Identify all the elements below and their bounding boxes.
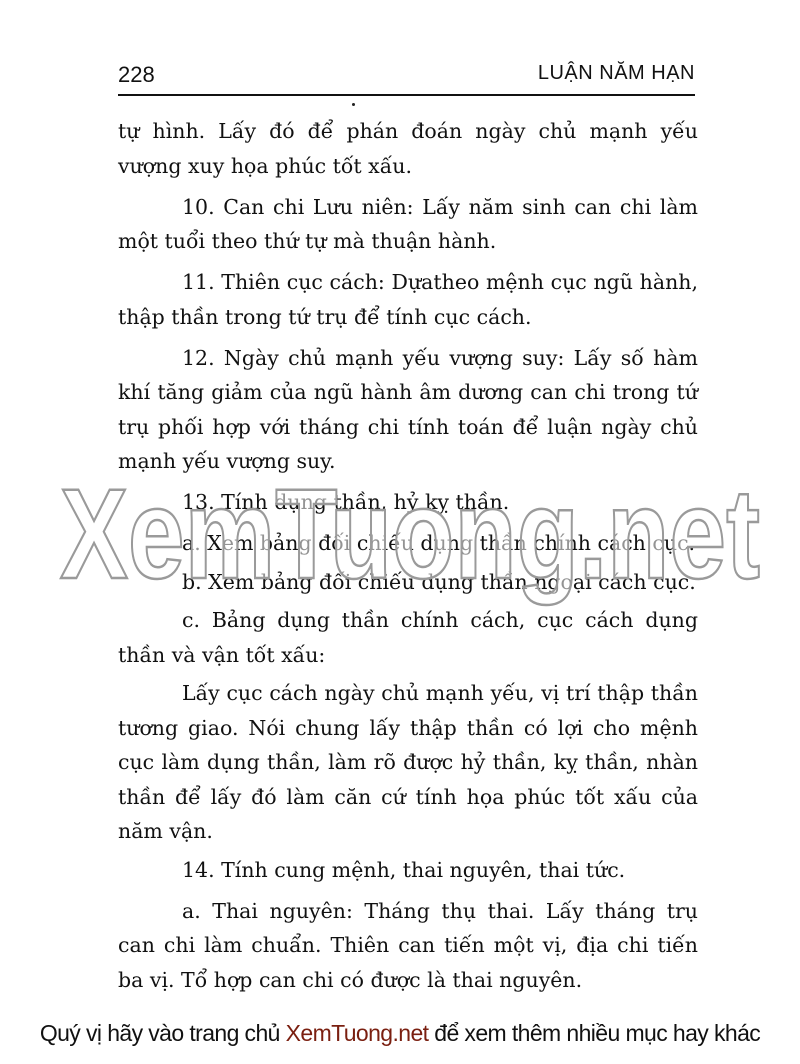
page-body bbox=[118, 114, 698, 1004]
item-13b: b. Xem bảng đối chiếu dụng thần ngoại cách cục. bbox=[182, 569, 696, 594]
footer-banner bbox=[0, 1020, 800, 1047]
running-title: LUẬN NĂM HẠN bbox=[537, 62, 695, 84]
printing-speck bbox=[352, 103, 355, 106]
footer-prefix: Quý vị hãy vào trang chủ bbox=[39, 1020, 286, 1046]
item-13c-detail: Lấy cục cách ngày chủ mạnh yếu, vị trí thập thần tương giao. Nói chung lấy thập thần có lợi cho mệnh cục làm dụng thần, làm rõ được hỷ thần, kỵ thần, nhàn thần để lấy đó làm căn cứ tính họa phúc tốt xấu của năm vận. bbox=[118, 681, 698, 843]
item-10-luu-nien: 10. Can chi Lưu niên: Lấy năm sinh can chi làm một tuổi theo thứ tự mà thuận hành. bbox=[118, 194, 698, 253]
item-13-dung-than: 13. Tính dụng thần, hỷ kỵ thần. bbox=[182, 490, 510, 514]
item-13c: c. Bảng dụng thần chính cách, cục cách dụng thần và vận tốt xấu: bbox=[118, 608, 698, 667]
item-14a-thai-nguyen: a. Thai nguyên: Tháng thụ thai. Lấy tháng trụ can chi làm chuẩn. Thiên can tiến một vị, địa chi tiến ba vị. Tổ hợp can chi có được là thai nguyên. bbox=[118, 898, 698, 992]
page-number: 228 bbox=[118, 62, 155, 87]
item-12-ngay-chu: 12. Ngày chủ mạnh yếu vượng suy: Lấy số hàm khí tăng giảm của ngũ hành âm dương can chi trong tứ trụ phối hợp với tháng chi tính toán để luận ngày chủ mạnh yếu vượng suy. bbox=[118, 345, 698, 473]
watermark-text: XemTuong.net bbox=[60, 463, 760, 606]
item-14-cung-menh: 14. Tính cung mệnh, thai nguyên, thai tức. bbox=[182, 857, 626, 882]
item-11-thien-cuc-cach: 11. Thiên cục cách: Dựatheo mệnh cục ngũ hành, thập thần trong tứ trụ để tính cục cách. bbox=[118, 270, 698, 329]
footer-site-link[interactable]: XemTuong.net bbox=[285, 1020, 429, 1046]
item-13a: a. Xem bảng đối chiếu dụng thần chính cách cục. bbox=[182, 531, 696, 555]
footer-suffix: để xem thêm nhiều mục hay khác bbox=[428, 1020, 761, 1046]
paragraph-continuation: tự hình. Lấy đó để phán đoán ngày chủ mạnh yếu vượng xuy họa phúc tốt xấu. bbox=[118, 119, 698, 178]
page-header bbox=[118, 60, 695, 96]
